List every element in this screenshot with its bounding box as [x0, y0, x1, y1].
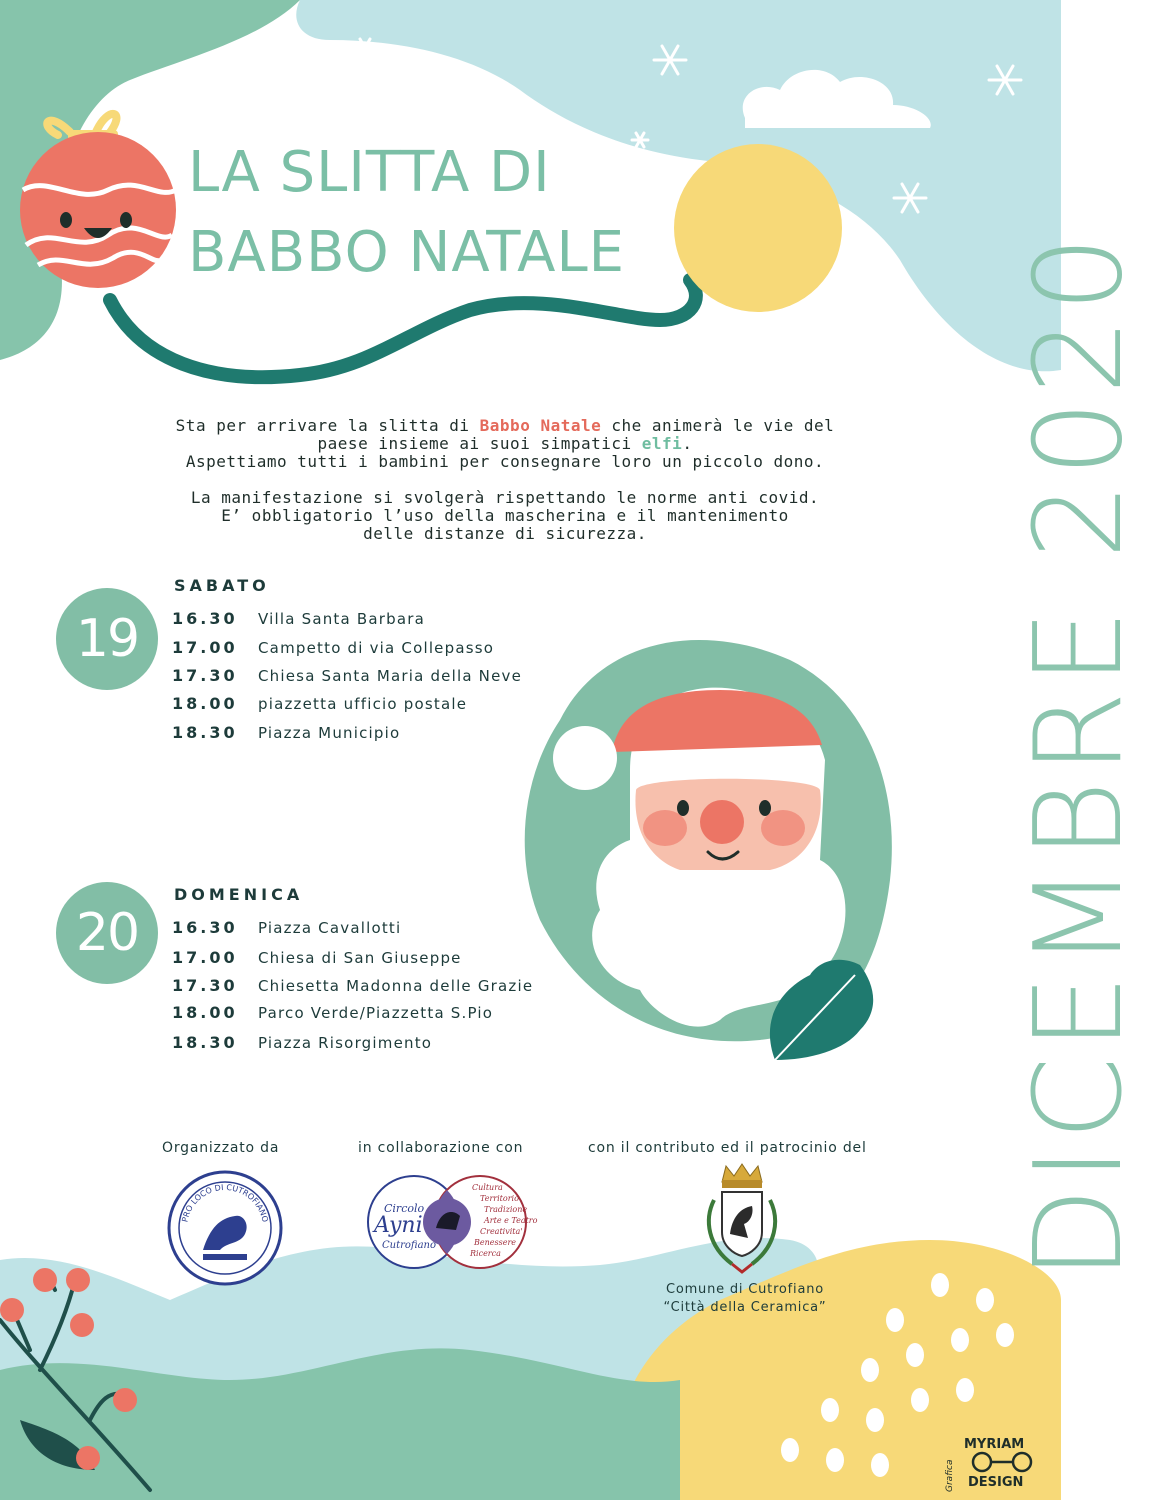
schedule-row — [172, 948, 462, 972]
title-line-1: LA SLITTA DI — [188, 140, 551, 205]
schedule-place: Villa Santa Barbara — [258, 610, 425, 628]
intro-text: che animerà le vie del paese insieme ai suoi simpatici — [317, 416, 835, 453]
schedule-place: Piazza Municipio — [258, 724, 401, 742]
day-number-circle: 19 — [56, 588, 158, 690]
schedule-row — [172, 723, 400, 747]
intro-text: . — [682, 434, 693, 453]
vertical-date-text: DICEMBRE 2020 — [1010, 229, 1149, 1280]
schedule-row — [172, 1003, 493, 1027]
schedule-time: 17.30 — [172, 976, 238, 995]
mint-blob-bottom — [0, 1348, 680, 1500]
schedule-row — [172, 976, 533, 1000]
schedule-row — [172, 694, 467, 718]
circolo-value: Territorio — [480, 1194, 519, 1203]
schedule-row — [172, 1033, 432, 1057]
circolo-place: Cutrofiano — [382, 1240, 437, 1251]
day-number-circle: 20 — [56, 882, 158, 984]
designer-name-top: MYRIAM — [964, 1437, 1025, 1452]
covid-rules-text: La manifestazione si svolgerà rispettando le norme anti covid. — [190, 488, 820, 507]
schedule-row — [172, 609, 425, 633]
schedule-row — [172, 638, 494, 662]
elfi-highlight: elfi — [641, 434, 683, 453]
circolo-value: Ricerca — [470, 1249, 501, 1258]
designer-logo — [940, 1430, 1050, 1494]
schedule-place: Chiesetta Madonna delle Grazie — [258, 977, 534, 995]
circolo-ayni-logo — [352, 1172, 542, 1272]
schedule-time: 16.30 — [172, 918, 238, 937]
designer-prefix: Grafica — [945, 1459, 955, 1492]
schedule-place: Campetto di via Collepasso — [258, 639, 495, 657]
comune-crest-logo — [692, 1160, 792, 1280]
intro-text: Sta per arrivare la slitta di — [175, 416, 480, 435]
patronage-label: con il contributo ed il patrocinio del — [588, 1140, 867, 1156]
schedule-time: 18.30 — [172, 1033, 238, 1052]
yellow-sun — [674, 144, 842, 312]
collaboration-label: in collaborazione con — [358, 1140, 524, 1156]
intro-paragraph-1 — [150, 417, 860, 471]
circolo-value: Cultura — [472, 1183, 503, 1192]
schedule-time: 18.00 — [172, 1003, 238, 1022]
schedule-time: 17.00 — [172, 638, 238, 657]
day-heading-saturday: SABATO — [174, 576, 270, 595]
schedule-row — [172, 666, 522, 690]
santa-illustration — [525, 640, 892, 1060]
circolo-value: Tradizione — [484, 1205, 528, 1214]
circolo-name: Ayni — [374, 1213, 423, 1238]
babbo-natale-highlight: Babbo Natale — [479, 416, 602, 435]
schedule-place: Chiesa Santa Maria della Neve — [258, 667, 523, 685]
schedule-time: 18.00 — [172, 694, 238, 713]
schedule-place: Chiesa di San Giuseppe — [258, 949, 462, 967]
intro-paragraph-2 — [150, 489, 860, 543]
covid-rules-text: delle distanze di sicurezza. — [363, 524, 647, 543]
schedule-time: 18.30 — [172, 723, 238, 742]
circolo-word: Circolo — [384, 1202, 425, 1215]
proloco-logo — [165, 1168, 285, 1288]
schedule-time: 16.30 — [172, 609, 238, 628]
circolo-value: Arte e Teatro — [484, 1216, 538, 1225]
schedule-place: Parco Verde/Piazzetta S.Pio — [258, 1004, 494, 1022]
comune-tagline: “Città della Ceramica” — [663, 1300, 827, 1315]
designer-name-bottom: DESIGN — [968, 1475, 1024, 1490]
schedule-place: piazzetta ufficio postale — [258, 695, 468, 713]
proloco-logo-text: PRO LOCO DI CUTROFIANO — [180, 1182, 270, 1223]
day-heading-sunday: DOMENICA — [174, 885, 304, 904]
schedule-place: Piazza Risorgimento — [258, 1034, 433, 1052]
schedule-time: 17.00 — [172, 948, 238, 967]
schedule-time: 17.30 — [172, 666, 238, 685]
covid-rules-text: E’ obbligatorio l’uso della mascherina e il mantenimento — [221, 506, 789, 525]
comune-name: Comune di Cutrofiano — [665, 1282, 825, 1297]
organized-by-label: Organizzato da — [162, 1140, 280, 1156]
schedule-row — [172, 918, 401, 942]
title-line-2: BABBO NATALE — [188, 220, 626, 285]
circolo-value: Creativita' — [480, 1227, 523, 1236]
intro-text: Aspettiamo tutti i bambini per consegnare loro un piccolo dono. — [185, 452, 825, 471]
schedule-place: Piazza Cavallotti — [258, 919, 402, 937]
circolo-value: Benessere — [474, 1238, 517, 1247]
